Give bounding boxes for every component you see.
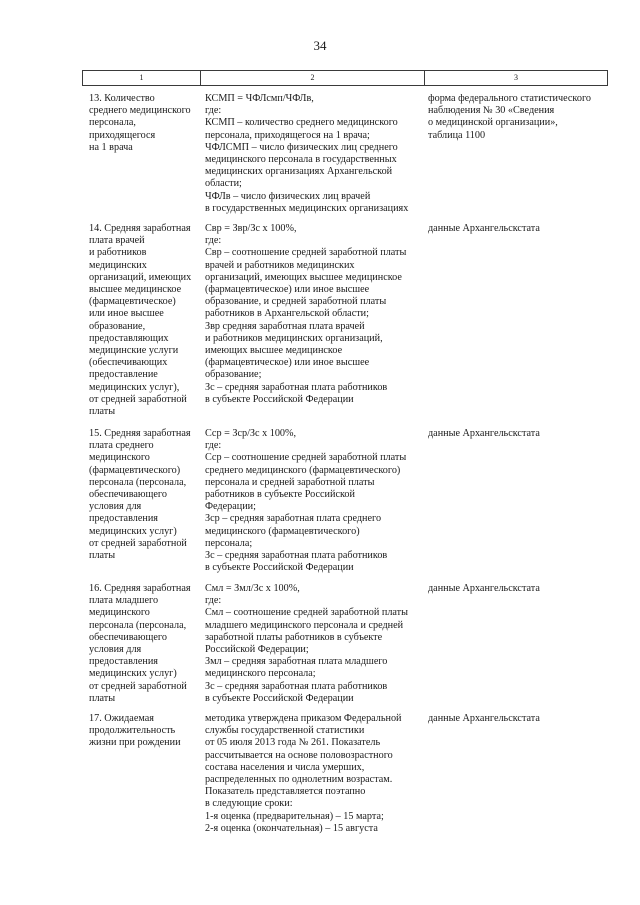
indicator-name: 13. Количество среднего медицинского персонала, приходящегося на 1 врача — [89, 93, 191, 153]
calculation-method: методика утверждена приказом Федеральной службы государственной статистики от 05 июля 2013 года № 261. Показатель рассчитывается на основе половозрастного состава населения и числа умерших, распределенных по однолетним возрастам. Показатель представляется поэтапно в следующие сроки: 1-я оценка (предварительная) – 15 марта; 2-я оценка (окончательная) – 15 августа — [205, 713, 402, 834]
indicator-name: 14. Средняя заработная плата врачей и работников медицинских организаций, имеющих высшее медицинское (фармацевтическое) или иное высшее образование, предоставляющих медицинские услуги (обеспечивающих предоставление медицинских услуг), от средней заработной платы — [89, 223, 192, 418]
data-source: форма федерального статистического наблюдения № 30 «Сведения о медицинской организации», таблица 1100 — [428, 93, 591, 141]
calculation-method: КСМП = ЧФЛсмп/ЧФЛв, где: КСМП – количество среднего медицинского персонала, приходящегося на 1 врача; ЧФЛСМП – число физических лиц среднего медицинского персонала в государственных медицинских организациях Архангельской области; ЧФЛв – число физических лиц врачей в государственных медицинских организациях — [205, 93, 409, 214]
data-source: данные Архангельскстата — [428, 583, 540, 594]
calculation-method: Свр = Звр/Зс x 100%, где: Свр – соотношение средней заработной платы врачей и работников медицинских организаций, имеющих высшее медицинское (фармацевтическое) или иное высшее образование, и средней заработной платы работников в Архангельской области; Звр средняя заработная плата врачей и работников медицинских организаций, имеющих высшее медицинское (фармацевтическое) или иное высшее образование; Зс – средняя заработная плата работников в субъекте Российской Федерации — [205, 223, 407, 405]
table-header-row — [82, 70, 608, 86]
indicator-name: 16. Средняя заработная плата младшего медицинского персонала (персонала, обеспечивающего условия для предоставления медицинских услуг) от средней заработной платы — [89, 583, 191, 704]
calculation-method: Смл = Змл/Зс x 100%, где: Смл – соотношение средней заработной платы младшего медицинского персонала и средней заработной платы работников в субъекте Российской Федерации; Змл – средняя заработная плата младшего медицинского персонала; Зс – средняя заработная плата работников в субъекте Российской Федерации — [205, 583, 408, 704]
page-number: 34 — [313, 38, 327, 53]
data-source: данные Архангельскстата — [428, 428, 540, 439]
data-source: данные Архангельскстата — [428, 713, 540, 724]
indicator-name: 15. Средняя заработная плата среднего медицинского (фармацевтического) персонала (персонала, обеспечивающего условия для предоставления медицинских услуг) от средней заработной платы — [89, 428, 191, 562]
column-header-1: 1 — [83, 71, 201, 85]
calculation-method: Сср = Зср/Зс x 100%, где: Сср – соотношение средней заработной платы среднего медицинского (фармацевтического) персонала и средней заработной платы работников в субъекте Российской Федерации; Зср – средняя заработная плата среднего медицинского (фармацевтического) персонала; Зс – средняя заработная плата работников в субъекте Российской Федерации — [205, 428, 407, 574]
indicator-name: 17. Ожидаемая продолжительность жизни при рождении — [89, 713, 181, 749]
column-header-2: 2 — [201, 71, 425, 85]
data-source: данные Архангельскстата — [428, 223, 540, 234]
column-header-3: 3 — [514, 73, 518, 82]
